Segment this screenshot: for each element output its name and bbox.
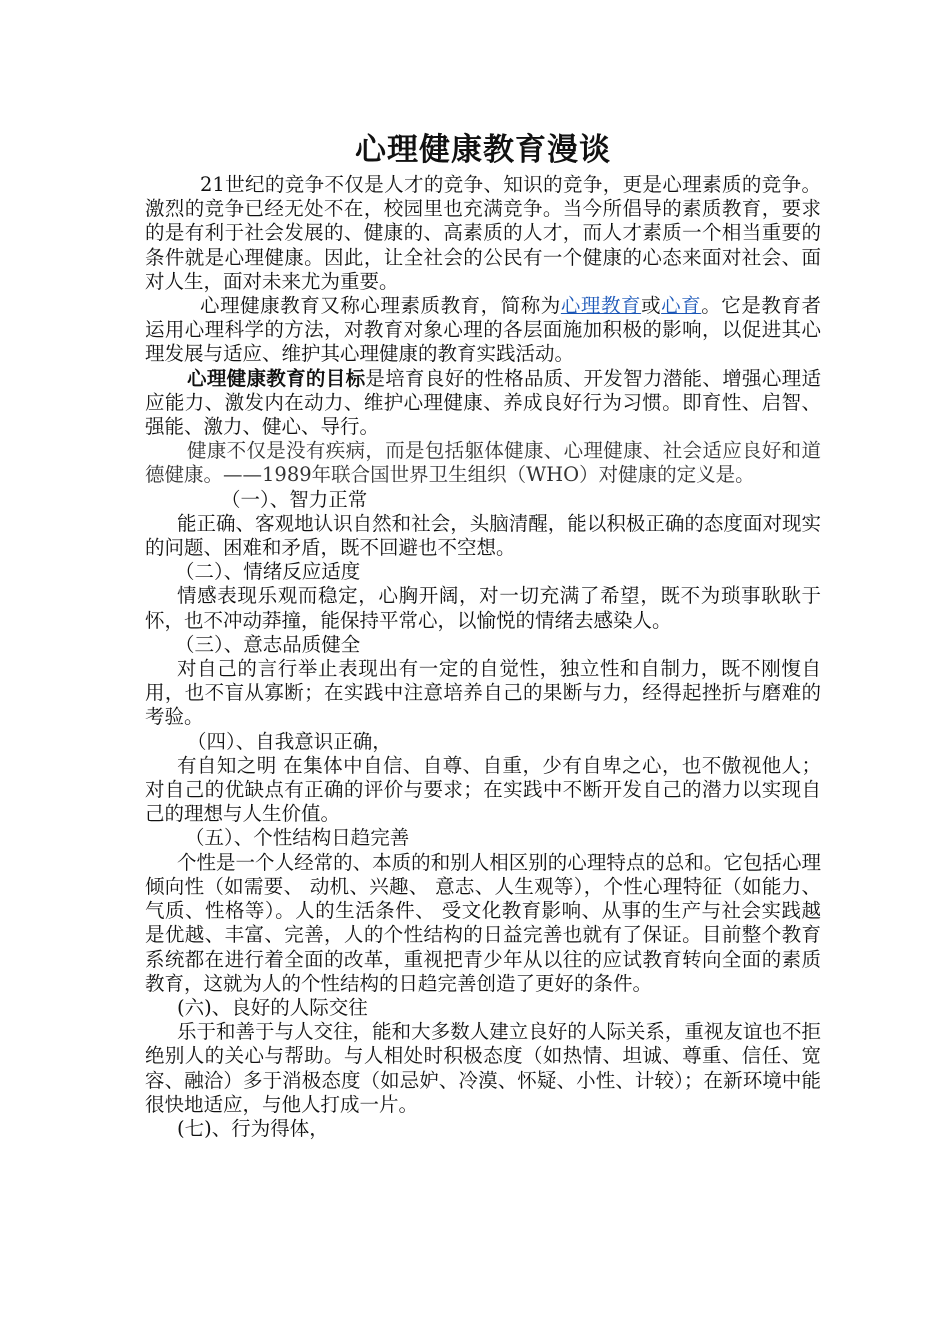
paragraph-who-definition: 健康不仅是没有疾病，而是包括躯体健康、心理健康、社会适应良好和道德健康。——1989年联合国世界卫生组织（WHO）对健康的定义是。	[145, 439, 821, 487]
definition-text-mid: 或	[641, 294, 662, 318]
document-title: 心理健康教育漫谈	[355, 132, 611, 168]
section-heading-3: （三）、意志品质健全	[175, 632, 361, 656]
section-body-2: 情感表现乐观而稳定，心胸开阔，对一切充满了希望，既不为琐事耿耿于怀，也不冲动莽撞，能保持平常心，以愉悦的情绪去感染人。	[145, 584, 821, 632]
definition-text-pre: 心理健康教育又称心理素质教育，简称为	[200, 294, 561, 318]
paragraph-intro: 21世纪的竞争不仅是人才的竞争、知识的竞争，更是心理素质的竞争。激烈的竞争已经无处不在，校园里也充满竞争。当今所倡导的素质教育，要求的是有利于社会发展的、健康的、高素质的人才，而人才素质一个相当重要的条件就是心理健康。因此，让全社会的公民有一个健康的心态来面对社会、面对人生，面对未来尤为重要。	[145, 173, 821, 293]
section-heading-2: （二）、情绪反应适度	[175, 560, 361, 584]
section-body-5: 个性是一个人经常的、本质的和别人相区别的心理特点的总和。它包括心理倾向性（如需要、 动机、兴趣、 意志、人生观等），个性心理特征（如能力、气质、性格等）。人的生活条件、 受文化教育影响、从事的生产与社会实践越是优越、丰富、完善，人的个性结构的日益完善也就有了保证。目前整个教育系统都在进行着全面的改革，重视把青少年从以往的应试教育转向全面的素质教育，这就为人的个性结构的日趋完善创造了更好的条件。	[145, 850, 821, 995]
section-body-6: 乐于和善于与人交往，能和大多数人建立良好的人际关系，重视友谊也不拒绝别人的关心与帮助。与人相处时积极态度（如热情、坦诚、尊重、信任、宽容、融洽）多于消极态度（如忌妒、冷漠、怀疑、小性、计较）；在新环境中能很快地适应，与他人打成一片。	[145, 1020, 821, 1116]
goals-text: 是培育良好的性格品质、开发智力潜能、增强心理适应能力、激发内在动力、维护心理健康、养成良好行为习惯。即育性、启智、强能、激力、健心、导行。	[145, 366, 821, 439]
section-body-3: 对自己的言行举止表现出有一定的自觉性，独立性和自制力，既不刚愎自用，也不盲从寡断；在实践中注意培养自己的果断与力，经得起挫折与磨难的考验。	[145, 657, 821, 729]
section-heading-1: （一）、智力正常	[221, 487, 368, 511]
document-page	[145, 128, 821, 1141]
link-psychology-education[interactable]: 心理教育	[560, 294, 642, 318]
section-heading-5: （五）、个性结构日趋完善	[185, 826, 410, 850]
section-heading-6: (六)、良好的人际交往	[177, 995, 368, 1019]
paragraph-goals	[145, 367, 821, 440]
link-xinyu[interactable]: 心育	[661, 294, 702, 318]
definition-text-post: 。它是教育者运用心理科学的方法，对教育对象心理的各层面施加积极的影响，以促进其心理发展与适应、维护其心理健康的教育实践活动。	[145, 294, 821, 366]
section-body-4: 有自知之明 在集体中自信、自尊、自重，少有自卑之心，也不傲视他人；对自己的优缺点有正确的评价与要求；在实践中不断开发自己的潜力以实现自己的理想与人生价值。	[145, 753, 821, 826]
section-heading-7: (七)、行为得体，	[177, 1116, 329, 1140]
section-heading-4: （四）、自我意识正确，	[187, 729, 392, 753]
paragraph-definition	[145, 294, 821, 367]
goals-heading: 心理健康教育的目标	[187, 366, 366, 390]
section-body-1: 能正确、客观地认识自然和社会，头脑清醒，能以积极正确的态度面对现实的问题、困难和矛盾，既不回避也不空想。	[145, 511, 821, 560]
